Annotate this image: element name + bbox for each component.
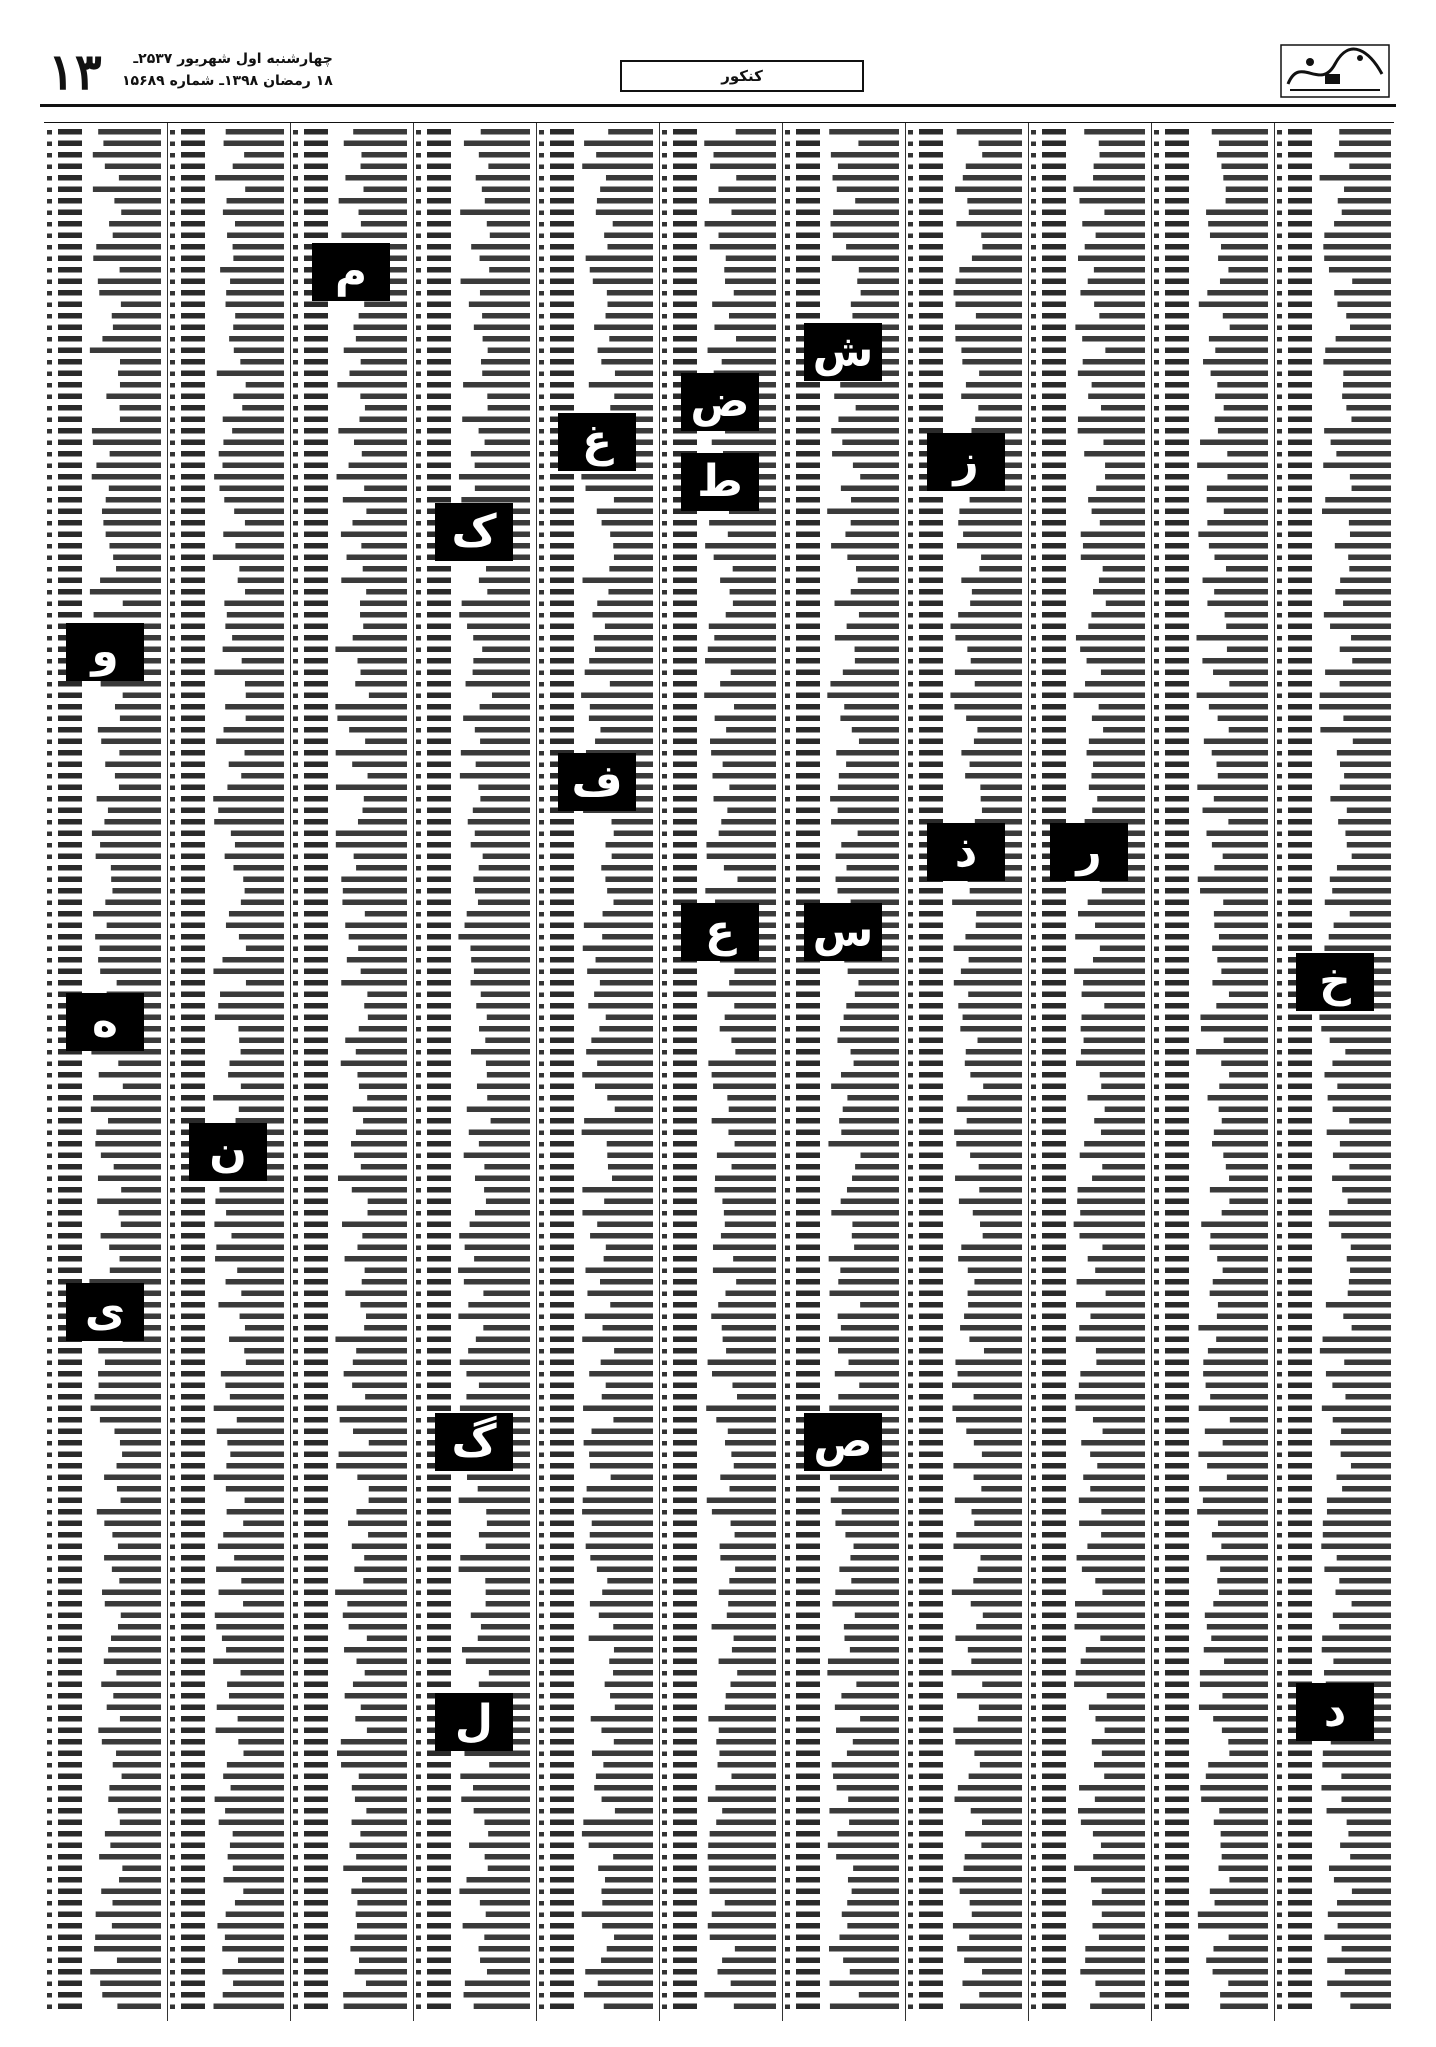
column-rule [536,123,537,2021]
alphabet-letter-heading: و [66,623,144,681]
alphabet-letter-heading: ی [66,1283,144,1341]
column-rule [1274,123,1275,2021]
listing-column [167,123,290,2021]
page-header [40,42,1396,107]
alphabet-letter-heading: ص [804,1413,882,1471]
column-rule [1151,123,1152,2021]
column-rule [290,123,291,2021]
listing-column [44,123,167,2021]
column-rule [413,123,414,2021]
listing-text-lines [44,123,167,2021]
alphabet-letter-heading: م [312,243,390,301]
listing-column [1151,123,1274,2021]
alphabet-letter-heading: ز [927,433,1005,491]
listing-column [782,123,905,2021]
alphabet-letter-heading: خ [1296,953,1374,1011]
date-block [122,48,333,92]
column-rule [905,123,906,2021]
alphabet-letter-heading: گ [435,1413,513,1471]
listing-column [905,123,1028,2021]
alphabet-letter-heading: ش [804,323,882,381]
alphabet-letter-heading: غ [558,413,636,471]
listing-text-lines [782,123,905,2021]
alphabet-letter-heading: ن [189,1123,267,1181]
column-rule [1028,123,1029,2021]
date-line: چهارشنبه اول شهریور ۲۵۳۷ـ [133,51,333,67]
section-title: کنکور [620,60,864,92]
alphabet-letter-heading: ه [66,993,144,1051]
listing-column [1028,123,1151,2021]
listing-column [536,123,659,2021]
column-rule [167,123,168,2021]
listing-text-lines [1151,123,1274,2021]
listing-column [290,123,413,2021]
alphabet-letter-heading: ع [681,903,759,961]
alphabet-letter-heading: ط [681,453,759,511]
listing-text-lines [905,123,1028,2021]
issue-line: ۱۸ رمضان ۱۳۹۸ـ شماره ۱۵۶۸۹ [122,73,333,89]
alphabet-letter-heading: ذ [927,823,1005,881]
alphabet-letter-heading: ک [435,503,513,561]
alphabet-letter-heading: د [1296,1683,1374,1741]
column-rule [782,123,783,2021]
listing-text-lines [1028,123,1151,2021]
newspaper-logo [1280,44,1390,98]
column-rule [659,123,660,2021]
results-listing [44,122,1394,2021]
alphabet-letter-heading: ل [435,1693,513,1751]
alphabet-letter-heading: س [804,903,882,961]
alphabet-letter-heading: ر [1050,823,1128,881]
listing-text-lines [290,123,413,2021]
page-number: ۱۳ [48,42,102,101]
listing-text-lines [167,123,290,2021]
alphabet-letter-heading: ف [558,753,636,811]
alphabet-letter-heading: ض [681,373,759,431]
listing-text-lines [536,123,659,2021]
